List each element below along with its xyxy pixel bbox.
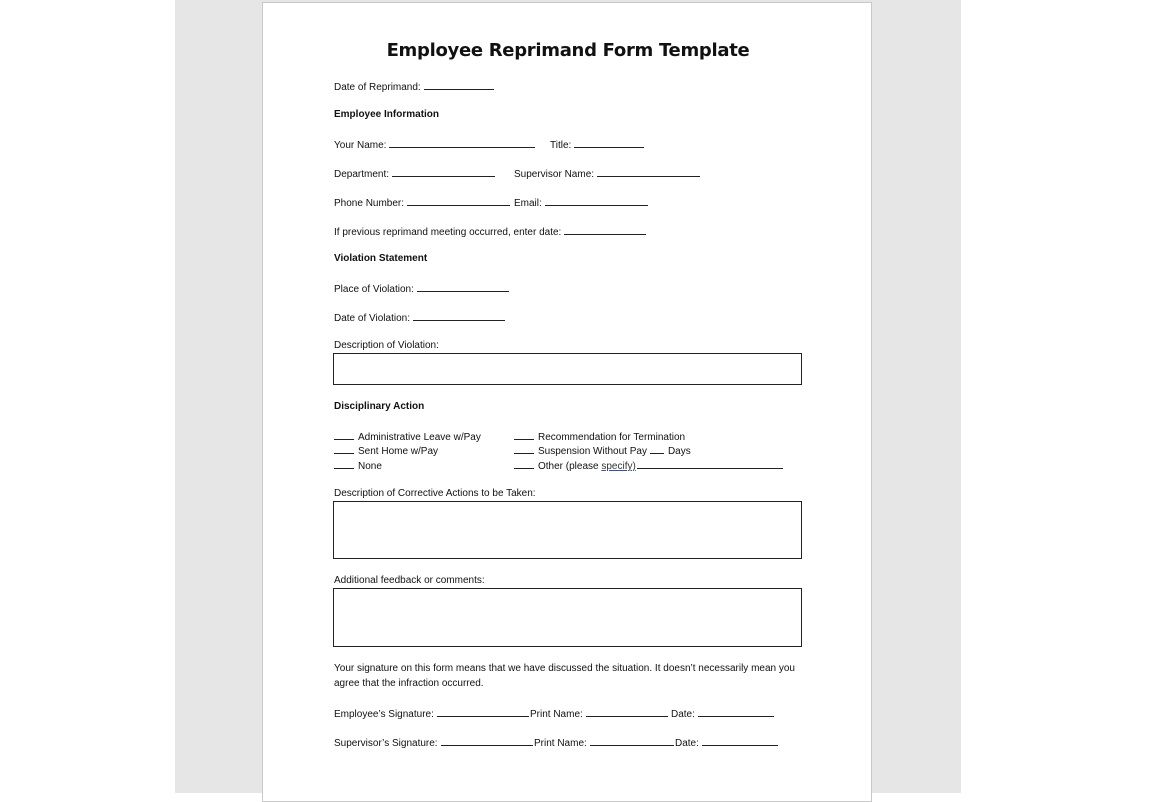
employee-information-heading: Employee Information xyxy=(334,109,440,120)
employee-signature-row xyxy=(334,707,529,721)
phone-number-label: Phone Number: xyxy=(334,198,405,209)
additional-feedback-label: Additional feedback or comments: xyxy=(334,575,485,586)
action-sent-home xyxy=(334,444,438,458)
action-admin-leave xyxy=(334,430,481,444)
supervisor-print-name-label: Print Name: xyxy=(534,738,587,749)
phone-number-field[interactable] xyxy=(407,196,510,206)
date-of-reprimand-label: Date of Reprimand: xyxy=(334,82,421,93)
action-sent-home-blank[interactable] xyxy=(334,444,354,454)
employee-print-name-field[interactable] xyxy=(586,707,668,717)
previous-meeting-label: If previous reprimand meeting occurred, enter date: xyxy=(334,227,562,238)
action-other-field[interactable] xyxy=(637,459,783,469)
action-none-label: None xyxy=(358,461,382,472)
your-name-label: Your Name: xyxy=(334,140,387,151)
previous-meeting-row xyxy=(334,225,646,239)
title-row xyxy=(550,138,644,152)
supervisor-name-row xyxy=(514,167,700,181)
employee-signature-field[interactable] xyxy=(437,707,529,717)
your-name-field[interactable] xyxy=(389,138,535,148)
disciplinary-action-heading: Disciplinary Action xyxy=(334,401,425,412)
action-admin-leave-blank[interactable] xyxy=(334,430,354,440)
suspension-days-field[interactable] xyxy=(650,444,664,454)
department-label: Department: xyxy=(334,169,390,180)
action-suspension-blank[interactable] xyxy=(514,444,534,454)
suspension-days-label: Days xyxy=(667,446,691,457)
action-termination-label: Recommendation for Termination xyxy=(538,432,686,443)
action-termination xyxy=(514,430,685,444)
place-of-violation-label: Place of Violation: xyxy=(334,284,414,295)
supervisor-print-name-field[interactable] xyxy=(590,736,674,746)
employee-print-name-label: Print Name: xyxy=(530,709,583,720)
action-none-blank[interactable] xyxy=(334,459,354,469)
signature-note: Your signature on this form means that we have discussed the situation. It doesn’t necessarily mean you agree that the infraction occurred. xyxy=(334,663,795,689)
supervisor-date-field[interactable] xyxy=(702,736,778,746)
description-of-violation-label: Description of Violation: xyxy=(334,340,439,351)
email-field[interactable] xyxy=(545,196,648,206)
employee-date-label: Date: xyxy=(671,709,695,720)
employee-date-field[interactable] xyxy=(698,707,774,717)
supervisor-print-name-row xyxy=(534,736,674,750)
corrective-actions-label: Description of Corrective Actions to be Taken: xyxy=(334,488,536,499)
action-sent-home-label: Sent Home w/Pay xyxy=(358,446,439,457)
department-row xyxy=(334,167,495,181)
action-other-specify: specify) xyxy=(601,461,636,472)
supervisor-signature-row xyxy=(334,736,533,750)
employee-signature-label: Employee’s Signature: xyxy=(334,709,434,720)
description-of-violation-box[interactable] xyxy=(333,353,802,385)
additional-feedback-box[interactable] xyxy=(333,588,802,647)
supervisor-name-label: Supervisor Name: xyxy=(514,169,595,180)
email-label: Email: xyxy=(514,198,542,209)
action-admin-leave-label: Administrative Leave w/Pay xyxy=(358,432,481,443)
action-none xyxy=(334,459,382,473)
place-of-violation-field[interactable] xyxy=(417,282,509,292)
form-title: Employee Reprimand Form Template xyxy=(386,40,750,61)
supervisor-signature-field[interactable] xyxy=(441,736,533,746)
date-of-violation-field[interactable] xyxy=(413,311,505,321)
employee-print-name-row xyxy=(530,707,668,721)
previous-meeting-date-field[interactable] xyxy=(564,225,646,235)
action-suspension-label: Suspension Without Pay xyxy=(538,446,647,457)
title-label: Title: xyxy=(550,140,572,151)
your-name-row xyxy=(334,138,535,152)
action-termination-blank[interactable] xyxy=(514,430,534,440)
supervisor-date-label: Date: xyxy=(675,738,699,749)
date-of-violation-row xyxy=(334,311,505,325)
supervisor-date-row xyxy=(675,736,778,750)
action-other-label: Other (please xyxy=(538,461,602,472)
corrective-actions-box[interactable] xyxy=(333,501,802,559)
place-of-violation-row xyxy=(334,282,509,296)
date-of-reprimand-row xyxy=(334,80,494,94)
email-row xyxy=(514,196,648,210)
supervisor-name-field[interactable] xyxy=(597,167,700,177)
document-page xyxy=(262,2,872,802)
employee-date-row xyxy=(671,707,774,721)
supervisor-signature-label: Supervisor’s Signature: xyxy=(334,738,438,749)
violation-statement-heading: Violation Statement xyxy=(334,253,428,264)
action-suspension xyxy=(514,444,691,458)
date-of-reprimand-field[interactable] xyxy=(424,80,494,90)
title-field[interactable] xyxy=(574,138,644,148)
action-other-blank[interactable] xyxy=(514,459,534,469)
action-other xyxy=(514,459,783,473)
phone-number-row xyxy=(334,196,510,210)
department-field[interactable] xyxy=(392,167,495,177)
date-of-violation-label: Date of Violation: xyxy=(334,313,410,324)
